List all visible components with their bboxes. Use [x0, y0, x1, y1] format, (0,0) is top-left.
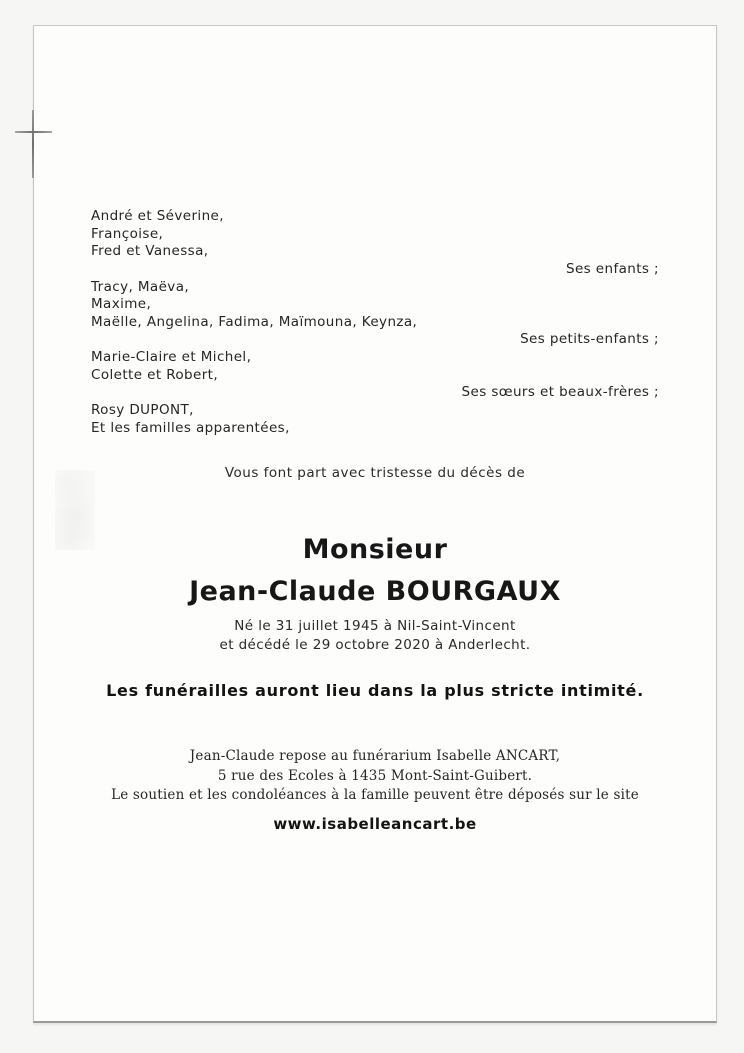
relation-label: Ses sœurs et beaux-frères ;: [461, 384, 659, 401]
intro-line: Vous font part avec tristesse du décès de: [224, 465, 526, 481]
family-name-row: Françoise,: [91, 225, 164, 242]
registration-cross-icon: [15, 131, 52, 133]
repose-address-line-3: Le soutien et les condoléances à la famille peuvent être déposés sur le site: [111, 787, 639, 804]
family-name-row: Colette et Robert,: [91, 366, 219, 383]
family-name-row: Fred et Vanessa,: [91, 243, 209, 260]
family-name-row: Maxime,: [91, 296, 152, 313]
scan-smudge-artifact: [55, 470, 95, 550]
family-name-row: Maëlle, Angelina, Fadima, Maïmouna, Keynza,: [91, 313, 418, 330]
website-url: www.isabelleancart.be: [273, 815, 477, 833]
memorial-card-page: [33, 25, 717, 1023]
registration-cross-icon: [32, 110, 34, 178]
deceased-title: Monsieur: [302, 534, 448, 565]
repose-address-line-1: Jean-Claude repose au funérarium Isabelle ANCART,: [189, 748, 561, 764]
repose-address-block: [34, 747, 716, 806]
family-name-row: André et Séverine,: [91, 208, 224, 224]
relation-label: Ses enfants ;: [565, 260, 659, 277]
birth-death-block: [34, 617, 716, 655]
repose-address-line-2: 5 rue des Ecoles à 1435 Mont-Saint-Guibert.: [217, 767, 533, 784]
family-names-list: [91, 208, 659, 437]
relation-label: Ses petits-enfants ;: [520, 331, 659, 348]
family-name-row: Tracy, Maëva,: [91, 278, 190, 295]
family-name-row: Et les familles apparentées,: [91, 419, 290, 436]
funeral-notice: Les funérailles auront lieu dans la plus stricte intimité.: [106, 681, 644, 700]
family-name-row: Marie-Claire et Michel,: [91, 349, 252, 366]
death-date-line: et décédé le 29 octobre 2020 à Anderlecht.: [219, 637, 531, 653]
deceased-name: Jean-Claude BOURGAUX: [189, 576, 561, 607]
birth-date-line: Né le 31 juillet 1945 à Nil-Saint-Vincent: [234, 618, 516, 634]
family-name-row: Rosy DUPONT,: [91, 402, 194, 419]
page-content: [34, 26, 716, 1021]
